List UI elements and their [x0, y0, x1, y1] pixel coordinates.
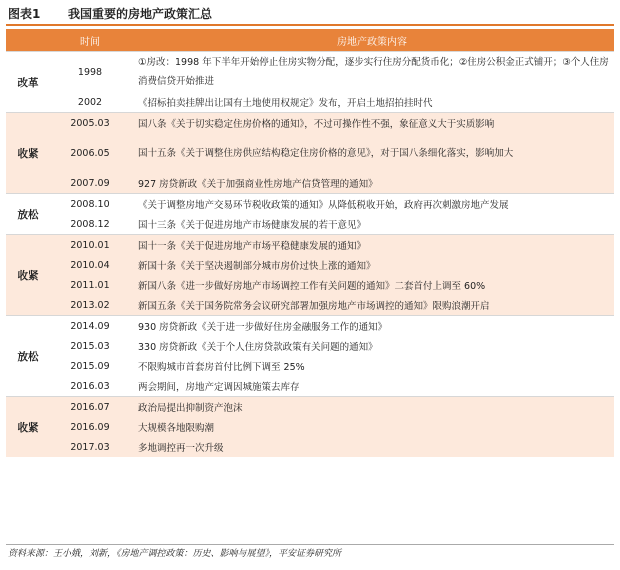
row-date: 2015.03	[50, 336, 130, 356]
row-date: 2008.10	[50, 194, 130, 215]
row-date: 2015.09	[50, 356, 130, 376]
period-label: 收紧	[6, 397, 50, 458]
table-row	[6, 133, 614, 173]
row-content: 国十一条《关于促进房地产市场平稳健康发展的通知》	[130, 235, 614, 256]
row-content: 多地调控再一次升级	[130, 437, 614, 457]
table-row	[6, 356, 614, 376]
period-label: 放松	[6, 194, 50, 235]
row-date: 2011.01	[50, 275, 130, 295]
row-content: 330 房贷新政《关于个人住房贷款政策有关问题的通知》	[130, 336, 614, 356]
table-row	[6, 52, 614, 93]
policy-table	[6, 29, 614, 457]
figure-number: 图表1	[8, 7, 41, 21]
table-row	[6, 92, 614, 113]
row-date: 2016.03	[50, 376, 130, 397]
row-date: 2016.07	[50, 397, 130, 418]
row-content: 新国八条《进一步做好房地产市场调控工作有关问题的通知》二套首付上调至 60%	[130, 275, 614, 295]
table-row	[6, 255, 614, 275]
row-content: 大规模各地限购潮	[130, 417, 614, 437]
row-content: 新国十条《关于坚决遏制部分城市房价过快上涨的通知》	[130, 255, 614, 275]
table-row	[6, 437, 614, 457]
table-row	[6, 417, 614, 437]
header-cell-content: 房地产政策内容	[130, 29, 614, 52]
row-date: 2013.02	[50, 295, 130, 316]
table-row	[6, 235, 614, 256]
row-date: 2016.09	[50, 417, 130, 437]
table-row	[6, 194, 614, 215]
period-label: 放松	[6, 316, 50, 397]
row-date: 1998	[50, 52, 130, 93]
row-content: 新国五条《关于国务院常务会议研究部署加强房地产市场调控的通知》限购浪潮开启	[130, 295, 614, 316]
row-date: 2008.12	[50, 214, 130, 235]
row-content: 两会期间，房地产定调因城施策去库存	[130, 376, 614, 397]
row-content: 国十三条《关于促进房地产市场健康发展的若干意见》	[130, 214, 614, 235]
period-label: 改革	[6, 52, 50, 113]
table-row	[6, 376, 614, 397]
row-date: 2006.05	[50, 133, 130, 173]
row-date: 2010.04	[50, 255, 130, 275]
table-row	[6, 336, 614, 356]
row-content: 不限购城市首套房首付比例下调至 25%	[130, 356, 614, 376]
header-cell-period	[6, 29, 50, 52]
row-content: 《招标拍卖挂牌出让国有土地使用权规定》发布，开启土地招拍挂时代	[130, 92, 614, 113]
row-content: 927 房贷新政《关于加强商业性房地产信贷管理的通知》	[130, 173, 614, 194]
row-date: 2007.09	[50, 173, 130, 194]
row-content: 国十五条《关于调整住房供应结构稳定住房价格的意见》，对于国八条细化落实，影响加大	[130, 133, 614, 173]
figure-title: 我国重要的房地产政策汇总	[68, 7, 213, 21]
header-cell-time: 时间	[50, 29, 130, 52]
row-date: 2002	[50, 92, 130, 113]
row-date: 2010.01	[50, 235, 130, 256]
table-row	[6, 113, 614, 134]
figure-caption	[6, 4, 614, 26]
table-row	[6, 214, 614, 235]
row-date: 2014.09	[50, 316, 130, 337]
table-row	[6, 173, 614, 194]
row-content: 国八条《关于切实稳定住房价格的通知》，不过可操作性不强，象征意义大于实质影响	[130, 113, 614, 134]
table-row	[6, 275, 614, 295]
table-row	[6, 295, 614, 316]
period-label: 收紧	[6, 235, 50, 316]
table-row	[6, 316, 614, 337]
row-content: ①房改：1998 年下半年开始停止住房实物分配，逐步实行住房分配货币化；②住房公积金正式铺开；③个人住房消费信贷开始推进	[130, 52, 614, 93]
period-label: 收紧	[6, 113, 50, 194]
row-date: 2005.03	[50, 113, 130, 134]
row-date: 2017.03	[50, 437, 130, 457]
row-content: 《关于调整房地产交易环节税收政策的通知》从降低税收开始，政府再次刺激房地产发展	[130, 194, 614, 215]
row-content: 930 房贷新政《关于进一步做好住房金融服务工作的通知》	[130, 316, 614, 337]
table-row	[6, 397, 614, 418]
table-header-row	[6, 29, 614, 52]
source-note: 资料来源：王小娥，刘新，《房地产调控政策：历史、影响与展望》，平安证券研究所	[6, 544, 614, 562]
row-content: 政治局提出抑制资产泡沫	[130, 397, 614, 418]
